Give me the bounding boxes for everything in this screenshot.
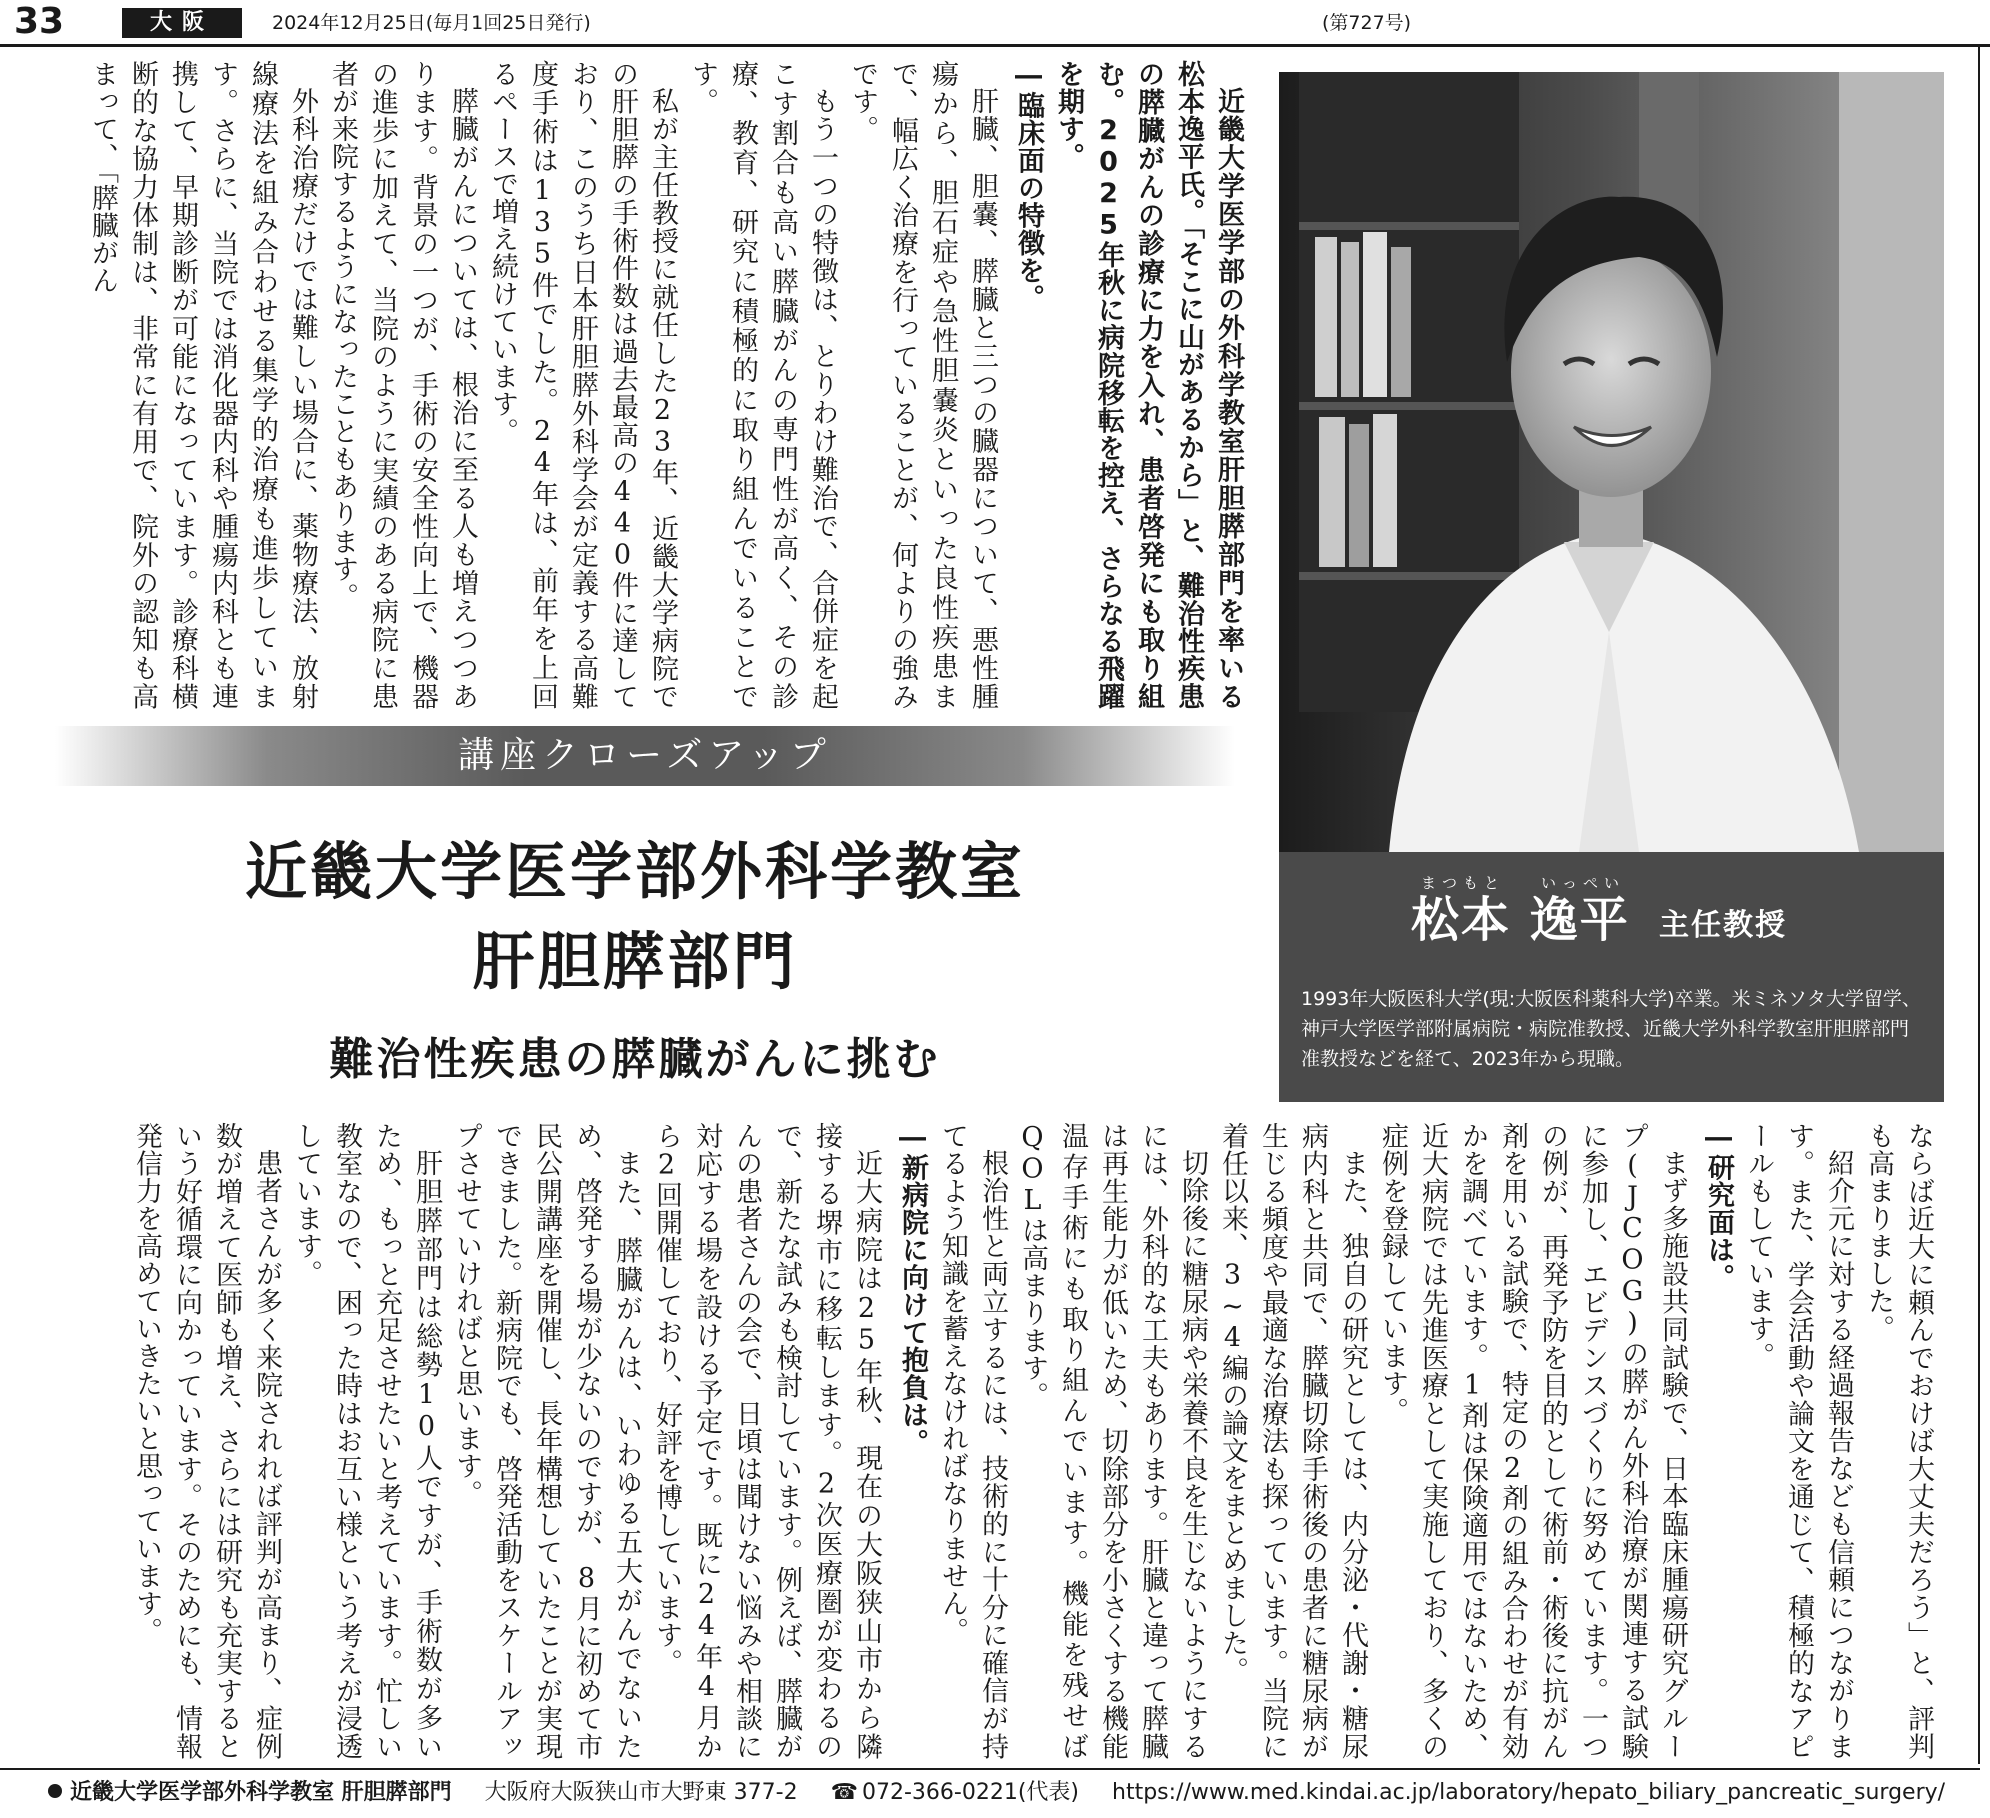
profile-box <box>1279 852 1944 1102</box>
paragraph: 紹介元に対する経過報告なども信頼につながります。また、学会活動や論文を通じて、積極的なアピールもしています。 <box>1743 1122 1854 1760</box>
footer-org: 近畿大学医学部外科学教室 肝胆膵部門 <box>70 1780 452 1805</box>
issue-number: (第727号) <box>1322 12 1412 34</box>
person-bio: 1993年大阪医科大学(現:大阪医科薬科大学)卒業。米ミネソタ大学留学、神戸大学医学部附属病院・病院准教授、近畿大学外科学教室肝胆膵部門准教授などを経て、2023年から現職。 <box>1301 988 1921 1070</box>
portrait-illustration <box>1279 72 1944 852</box>
paragraph: 肝胆膵部門は総勢10人ですが、手術数が多いため、もっと充足させたいと考えています。忙しい教室なので、困った時はお互い様という考えが浸透しています。 <box>291 1122 442 1760</box>
paragraph: 切除後に糖尿病や栄養不良を生じないようにするには、外科的な工夫もあります。肝臓と違って膵臓は再生能力が低いため、切除部分を小さくする機能温存手術にも取り組んでいます。機能を残せばQOLは高まります。 <box>1017 1122 1208 1760</box>
research-heading: ―研究面は。 <box>1703 1122 1734 1291</box>
paragraph: 膵臓がんについては、根治に至る人も増えつつあります。背景の一つが、手術の安全性向上で、機器の進歩に加えて、当院のように実績のある病院に患者が来院するようになったこともあります。 <box>327 60 478 710</box>
right-border <box>1978 44 1980 1764</box>
footer-phone-group <box>831 1776 1079 1810</box>
article-lead: 近畿大学医学部の外科学教室肝胆膵部門を率いる松本逸平氏。「そこに山があるから」と、難治性疾患の膵臓がんの診療に力を入れ、患者啓発にも取り組む。2025年秋に病院移転を控え、さらなる飛躍を期す。 <box>1053 60 1244 710</box>
footer-org-group <box>48 1776 452 1810</box>
paragraph: 肝臓、胆嚢、膵臓と三つの臓器について、悪性腫瘍から、胆石症や急性胆嚢炎といった良性疾患まで、幅広く治療を行っていることが、何よりの強みです。 <box>847 60 998 710</box>
lower-article-text <box>48 1122 1938 1760</box>
footer-address: 大阪府大阪狭山市大野東 377-2 <box>484 1780 798 1805</box>
page-number: 33 <box>14 1 65 42</box>
paragraph: 近大病院は25年秋、現在の大阪狭山市から隣接する堺市に移転します。2次医療圏が変わるので、新たな試みも検討しています。例えば、膵臓がんの患者さんの会で、日頃は聞けない悩みや相談に対応する場を設ける予定です。既に24年4月から2回開催しており、好評を博しています。 <box>651 1122 882 1760</box>
clinical-heading: ―臨床面の特徴を。 <box>1013 60 1044 312</box>
publication-date: 2024年12月25日(毎月1回25日発行) <box>272 12 591 34</box>
person-position: 主任教授 <box>1659 908 1787 943</box>
article-title-line2: 肝胆膵部門 <box>472 925 798 998</box>
footer-phone: 072-366-0221(代表) <box>862 1780 1080 1805</box>
telephone-icon: ☎ <box>830 1780 858 1805</box>
section-label: 講座クローズアップ <box>458 735 832 776</box>
page-footer <box>48 1776 1978 1810</box>
header-rule <box>0 44 1990 47</box>
article-subtitle: 難治性疾患の膵臓がんに挑む <box>329 1034 941 1085</box>
region-badge: 大阪 <box>122 8 242 38</box>
footer-rule <box>0 1768 1980 1770</box>
name-ruby-family: まつもと <box>1421 874 1506 892</box>
paragraph: 患者さんが多く来院されれば評判が高まり、症例数が増えて医師も増え、さらには研究も充実するという好循環に向かっています。そのためにも、情報発信力を高めていきたいと思っています。 <box>131 1122 282 1760</box>
paragraph: まず多施設共同試験で、日本臨床腫瘍研究グループ(JCOG)の膵がん外科治療が関連する試験に参加し、エビデンスづくりに努めています。一つの例が、再発予防を目的として術前・術後に抗がん剤を用いる試験で、特定の2剤の組み合わせが有効かを調べています。1剤は保険適用ではないため、近大病院では先進医療として実施しており、多くの症例を登録しています。 <box>1377 1122 1688 1760</box>
paragraph: 根治性と両立するには、技術的に十分に確信が持てるよう知識を蓄えなければなりません。 <box>937 1122 1008 1760</box>
paragraph: ならば近大に頼んでおけば大丈夫だろう」と、評判も高まりました。 <box>1863 1122 1934 1760</box>
paragraph: 外科治療だけでは難しい場合に、薬物療法、放射線療法を組み合わせる集学的治療も進歩しています。さらに、当院では消化器内科や腫瘍内科とも連携して、早期診断が可能になっています。診療科横断的な協力体制は、非常に有用で、院外の認知も高まって、「膵臓がん <box>87 60 318 710</box>
new-hospital-heading: ―新病院に向けて抱負は。 <box>897 1122 928 1456</box>
article-title-line1: 近畿大学医学部外科学教室 <box>244 835 1025 908</box>
upper-article-text <box>48 60 1248 710</box>
page-header <box>0 0 1990 44</box>
portrait-photo <box>1279 72 1944 852</box>
paragraph: また、膵臓がんは、いわゆる五大がんでないため、啓発する場が少ないのですが、8月に初めて市民公開講座を開催し、長年構想していたことが実現できました。新病院でも、啓発活動をスケールアップさせていければと思います。 <box>451 1122 642 1760</box>
section-banner <box>55 726 1235 786</box>
paragraph: もう一つの特徴は、とりわけ難治で、合併症を起こす割合も高い膵臓がんの専門性が高く、その診療、教育、研究に積極的に取り組んでいることです。 <box>687 60 838 710</box>
person-name: 松本 逸平 <box>1411 892 1630 948</box>
name-ruby-given: いっぺい <box>1541 874 1626 892</box>
footer-url[interactable]: https://www.med.kindai.ac.jp/laboratory/hepato_biliary_pancreatic_surgery/ <box>1112 1780 1946 1805</box>
paragraph: また、独自の研究としては、内分泌・代謝・糖尿病内科と共同で、膵臓切除手術後の患者に糖尿病が生じる頻度や最適な治療法も探っています。当院に着任以来、3~4編の論文をまとめました。 <box>1217 1122 1368 1760</box>
paragraph: 私が主任教授に就任した23年、近畿大学病院での肝胆膵の手術件数は過去最高の440件に達しており、このうち日本肝胆膵外科学会が定義する高難度手術は135件でした。24年は、前年を上回るペースで増え続けています。 <box>487 60 678 710</box>
filled-circle-icon <box>48 1784 62 1798</box>
